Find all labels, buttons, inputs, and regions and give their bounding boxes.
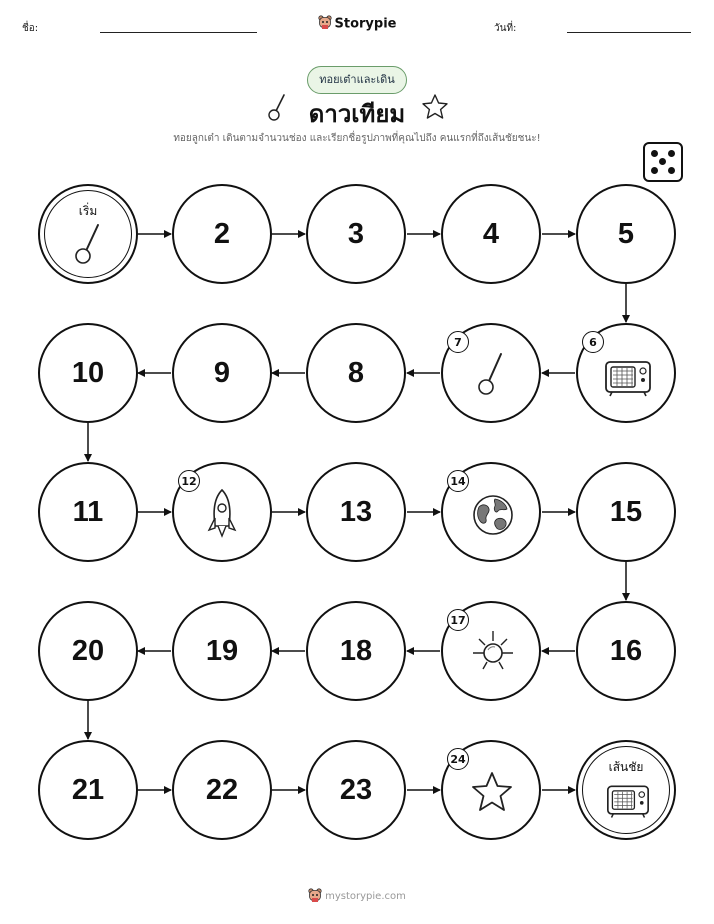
board-cell-15[interactable] xyxy=(576,462,676,562)
tv-icon xyxy=(604,358,652,402)
board-cell-2[interactable] xyxy=(172,184,272,284)
tv-icon xyxy=(606,782,650,824)
spoon-icon xyxy=(72,222,106,270)
cell-badge: 12 xyxy=(178,470,200,492)
brand-name: Storypie xyxy=(334,16,397,32)
board-cell-11[interactable] xyxy=(38,462,138,562)
game-type-tag: ทอยเต๋าและเดิน xyxy=(307,66,407,94)
board-cell-21[interactable] xyxy=(38,740,138,840)
board-cell-4[interactable] xyxy=(441,184,541,284)
instructions: ทอยลูกเต๋า เดินตามจำนวนช่อง และเรียกชื่อรูปภาพที่คุณไปถึง คนแรกที่ถึงเส้นชัยชนะ! xyxy=(173,133,541,144)
cell-number: 5 xyxy=(617,217,635,250)
board-cell-14[interactable] xyxy=(441,462,541,562)
earth-icon xyxy=(471,493,515,541)
start-label: เริ่ม xyxy=(78,204,98,218)
footer xyxy=(0,887,714,906)
board-cell-6[interactable] xyxy=(576,323,676,423)
cell-badge: 7 xyxy=(447,331,469,353)
board-cell-13[interactable] xyxy=(306,462,406,562)
start-cell[interactable] xyxy=(38,184,138,284)
footer-url[interactable]: mystorypie.com xyxy=(325,891,406,902)
board-cell-8[interactable] xyxy=(306,323,406,423)
cell-number: 9 xyxy=(213,356,231,389)
board-cell-22[interactable] xyxy=(172,740,272,840)
cell-number: 21 xyxy=(71,773,105,806)
cell-number: 11 xyxy=(72,495,104,528)
cell-number: 10 xyxy=(71,356,105,389)
page-title: ดาวเทียม xyxy=(308,100,406,128)
cell-number: 16 xyxy=(609,634,643,667)
board-cell-7[interactable] xyxy=(441,323,541,423)
cell-number: 23 xyxy=(339,773,373,806)
board-cell-17[interactable] xyxy=(441,601,541,701)
star-icon xyxy=(469,770,515,818)
name-label: ชื่อ: xyxy=(22,23,39,34)
cell-badge: 14 xyxy=(447,470,469,492)
satellite-icon xyxy=(469,629,517,681)
rocket-icon xyxy=(206,488,238,548)
finish-cell[interactable] xyxy=(576,740,676,840)
cell-number: 4 xyxy=(482,217,500,250)
cell-number: 18 xyxy=(339,634,373,667)
cell-number: 13 xyxy=(339,495,373,528)
board-cell-23[interactable] xyxy=(306,740,406,840)
cell-number: 3 xyxy=(347,217,365,250)
cell-number: 20 xyxy=(71,634,105,667)
board-cell-5[interactable] xyxy=(576,184,676,284)
cell-badge: 6 xyxy=(582,331,604,353)
board-cell-10[interactable] xyxy=(38,323,138,423)
cell-number: 22 xyxy=(205,773,239,806)
finish-label: เส้นชัย xyxy=(608,760,644,774)
cell-badge: 24 xyxy=(447,748,469,770)
board-cell-24[interactable] xyxy=(441,740,541,840)
storypie-logo-icon xyxy=(308,887,322,906)
board-cell-16[interactable] xyxy=(576,601,676,701)
board-cell-3[interactable] xyxy=(306,184,406,284)
cell-number: 8 xyxy=(347,356,365,389)
cell-number: 19 xyxy=(205,634,239,667)
cell-badge: 17 xyxy=(447,609,469,631)
board-cell-20[interactable] xyxy=(38,601,138,701)
board-cell-19[interactable] xyxy=(172,601,272,701)
board-cell-18[interactable] xyxy=(306,601,406,701)
spoon-icon xyxy=(475,351,509,401)
date-label: วันที่: xyxy=(494,23,517,34)
board-cell-12[interactable] xyxy=(172,462,272,562)
cell-number: 15 xyxy=(609,495,643,528)
board-cell-9[interactable] xyxy=(172,323,272,423)
cell-number: 2 xyxy=(213,217,231,250)
